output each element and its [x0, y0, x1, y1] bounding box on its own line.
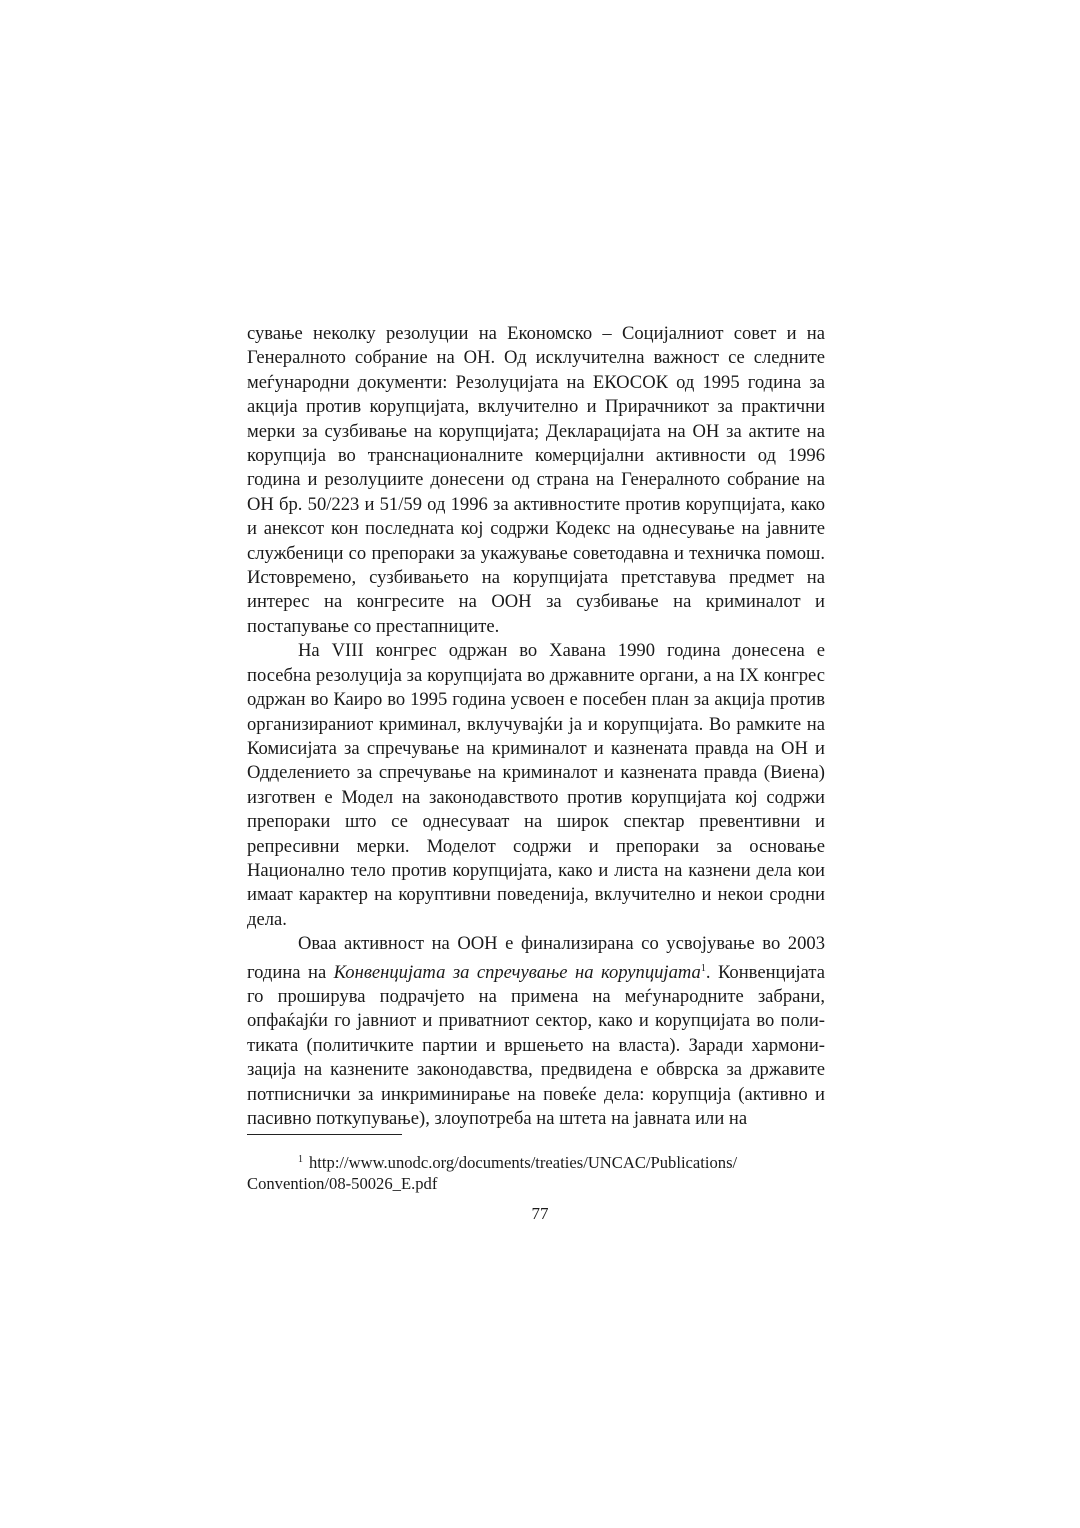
convention-title: Конвенцијата за спречување на корупцијата [333, 961, 701, 983]
footnote-line-1 [247, 1149, 825, 1173]
paragraph-3-start: Оваа активност на ООН е финализирана со усвојување во 2003 година на [247, 933, 825, 983]
footnote-url-part-2[interactable]: Convention/08-50026_E.pdf [247, 1174, 438, 1193]
footnote-divider [247, 1134, 402, 1135]
paragraph-2: На VIII конгрес одржан во Хавана 1990 година донесена е посебна резолуција за корупцијата во државните органи, а на IX конгрес одржан во Каиро во 1995 година усвоен е посебен план за акција против организираниот криминал, вклучувајќи ја и корупцијата. Во рамките на Комисијата за спречување на криминалот и казнената правда на ОН и Одделението за спречување на криминалот и казнената правда (Виена) изготвен е Модел на законодавството против корупцијата кој содржи препораки што се однесуваат на широк спектар превентивни и репресивни мерки. Моделот содржи и препораки за основање Национално тело против корупцијата, како и листа на казнени дела кои имаат карактер на коруптивни поведенија, вклучително и некои сродни дела. [247, 640, 825, 930]
footnote [247, 1149, 825, 1194]
footnote-number: 1 [298, 1154, 303, 1165]
footnote-url-part-1[interactable]: http://www.unodc.org/documents/treaties/UNCAC/Publications/ [309, 1153, 738, 1172]
footnote-reference[interactable]: 1 [700, 962, 706, 974]
paragraph-3 [247, 932, 825, 1131]
paragraph-3-end: . Конвенцијата го проширува подрачјето на примена на меѓународните забрани, опфаќајќи го јавниот и приватниот сектор, како и корупцијата во политиката (политичките партии и вршењето на власта). Заради хармонизација на казнените законодавства, предвидена е обврска за државите потписнички за инкриминирање на повеќе дела: корупција (активно и пасивно поткупување), злоупотреба на штета на јавната или на [247, 961, 825, 1129]
paragraph-1: сување неколку резолуции на Економско – Социјалниот совет и на Генералното собрание на ОН. Од исклучителна важност се следните меѓународни документи: Резолуцијата на ЕКОСОК од 1995 година за акција против корупцијата, вклучително и Прирачникот за практични мерки за сузбивање на корупцијата; Декларацијата на ОН за актите на корупција во транснационалните комерцијални активности од 1996 година и резолуциите донесени од страна на Генералното собрание на ОН бр. 50/223 и 51/59 од 1996 за активностите против корупцијата, како и анексот кон последната кој содржи Кодекс на однесување на јавните службеници со препораки за укажување советодавна и техничка помош. Истовремено, сузбивањето на корупцијата претставува предмет на интерес на конгресите на ООН за сузбивање на криминалот и постапување со престапниците. [247, 323, 825, 637]
body-text [247, 322, 825, 1131]
page-number: 77 [531, 1204, 549, 1223]
